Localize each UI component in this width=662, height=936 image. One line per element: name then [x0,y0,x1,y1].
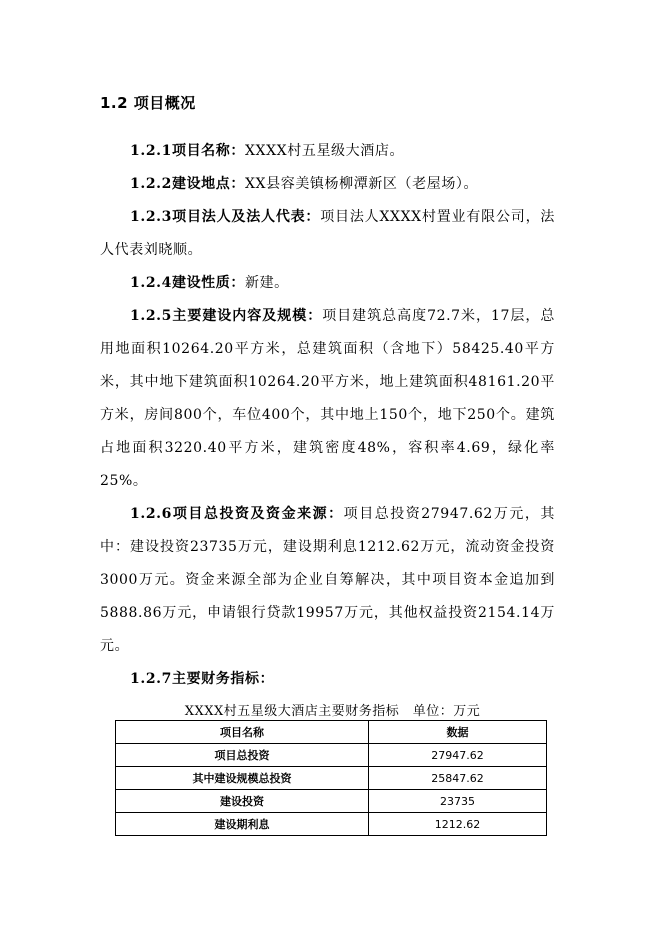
item-location [100,168,555,201]
item-label: 1.2.5主要建设内容及规模： [130,308,323,324]
item-investment [100,498,555,663]
item-scale [100,300,555,498]
table-cell: 25847.62 [369,767,547,790]
table-cell: 其中建设规模总投资 [116,767,369,790]
table-header-row [116,721,547,744]
item-nature [100,267,555,300]
table-cell: 23735 [369,790,547,813]
table-caption: XXXX村五星级大酒店主要财务指标 单位：万元 [184,704,481,719]
financial-table [115,720,547,836]
item-text: 新建。 [244,275,289,291]
table-row [116,767,547,790]
item-legal-person [100,201,555,267]
table-row [116,790,547,813]
column-header: 项目名称 [116,721,369,744]
item-label: 1.2.4建设性质： [130,275,245,291]
table-cell: 27947.62 [369,744,547,767]
item-text: XXXX村五星级大酒店。 [244,143,405,159]
item-text: XX县容美镇杨柳潭新区（老屋场）。 [244,176,479,192]
item-label: 1.2.3项目法人及法人代表： [130,209,321,225]
item-text: 项目法人XXXX村置业有限公司，法人代表刘晓顺。 [100,209,555,258]
table-cell: 建设期利息 [116,813,369,836]
item-label: 1.2.7主要财务指标： [130,671,275,687]
table-row [116,813,547,836]
item-label: 1.2.1项目名称： [130,143,245,159]
item-label: 1.2.2建设地点： [130,176,245,192]
table-cell: 建设投资 [116,790,369,813]
item-text: 项目建筑总高度72.7米，17层，总用地面积10264.20平方米，总建筑面积（含地下）58425.40平方米，其中地下建筑面积10264.20平方米，地上建筑面积48161.20平方米，房间800个，车位400个，其中地上150个，地下250个。建筑占地面积3220.40平方米，建筑密度48%，容积率4.69，绿化率25%。 [100,308,555,489]
item-label: 1.2.6项目总投资及资金来源： [130,506,344,522]
item-financial-indicators [100,663,555,696]
item-project-name [100,135,555,168]
table-cell: 项目总投资 [116,744,369,767]
table-cell: 1212.62 [369,813,547,836]
item-text: 项目总投资27947.62万元，其中：建设投资23735万元，建设期利息1212.62万元，流动资金投资3000万元。资金来源全部为企业自筹解决，其中项目资本金追加到5888.86万元，申请银行贷款19957万元，其他权益投资2154.14万元。 [100,506,555,654]
table-row [116,744,547,767]
section-heading: 1.2 项目概况 [100,94,196,112]
column-header: 数据 [369,721,547,744]
